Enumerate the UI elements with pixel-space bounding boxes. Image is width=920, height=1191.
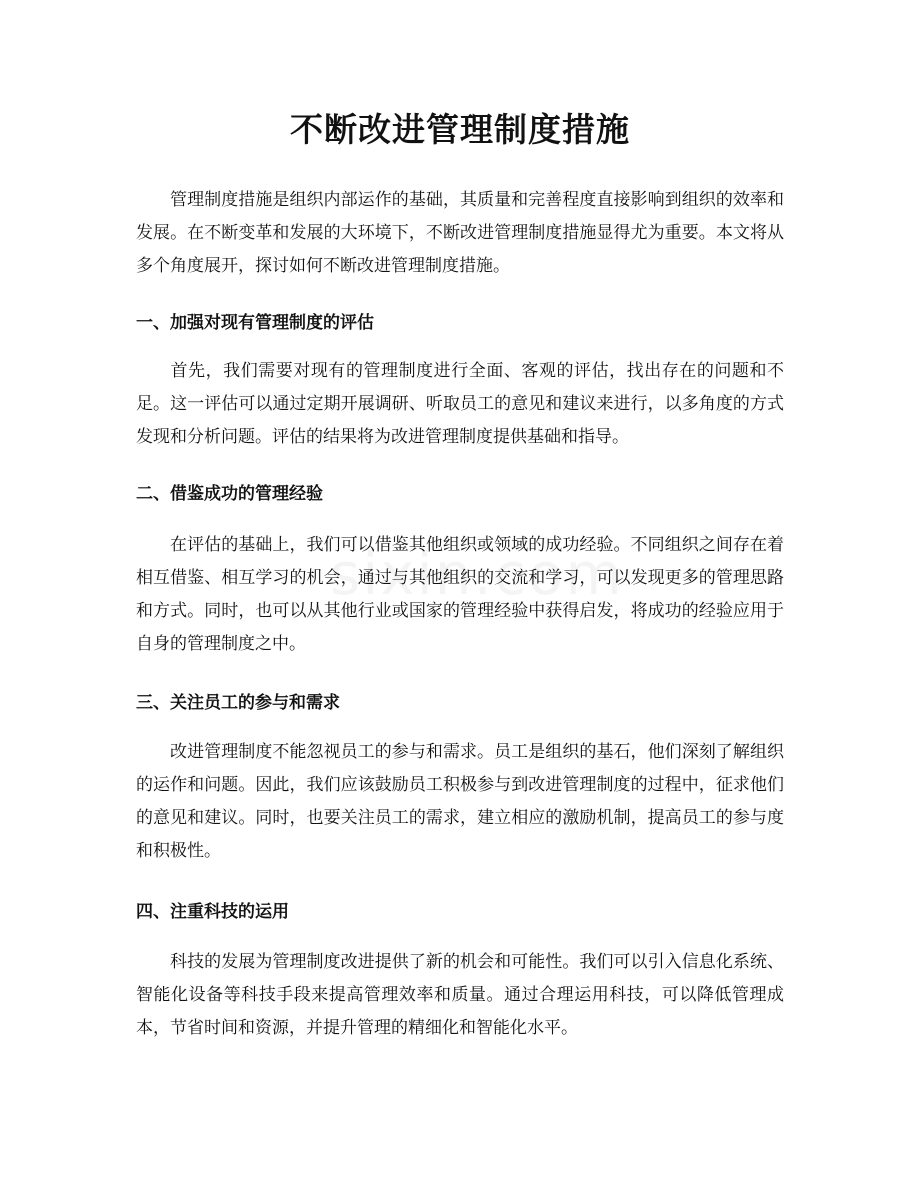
document-title: 不断改进管理制度措施 xyxy=(290,110,630,149)
section-body-4 xyxy=(136,946,784,1045)
intro-text: 管理制度措施是组织内部运作的基础，其质量和完善程度直接影响到组织的效率和发展。在不断变革和发展的大环境下，不断改进管理制度措施显得尤为重要。本文将从多个角度展开，探讨如何不断改进管理制度措施。 xyxy=(136,190,784,276)
section-body-1 xyxy=(136,355,784,454)
section-body-2 xyxy=(136,529,784,661)
section-text-3: 改进管理制度不能忽视员工的参与和需求。员工是组织的基石，他们深刻了解组织的运作和问题。因此，我们应该鼓励员工积极参与到改进管理制度的过程中，征求他们的意见和建议。同时，也要关注员工的需求，建立相应的激励机制，提高员工的参与度和积极性。 xyxy=(136,742,784,861)
section-heading-3: 三、关注员工的参与和需求 xyxy=(136,693,340,713)
section-heading-2: 二、借鉴成功的管理经验 xyxy=(136,484,323,504)
section-text-1: 首先，我们需要对现有的管理制度进行全面、客观的评估，找出存在的问题和不足。这一评估可以通过定期开展调研、听取员工的意见和建议来进行，以多角度的方式发现和分析问题。评估的结果将为改进管理制度提供基础和指导。 xyxy=(136,361,784,447)
intro-paragraph xyxy=(136,184,784,283)
section-heading-1: 一、加强对现有管理制度的评估 xyxy=(136,313,374,333)
section-text-4: 科技的发展为管理制度改进提供了新的机会和可能性。我们可以引入信息化系统、智能化设备等科技手段来提高管理效率和质量。通过合理运用科技，可以降低管理成本，节省时间和资源，并提升管理的精细化和智能化水平。 xyxy=(136,952,784,1038)
section-body-3 xyxy=(136,736,784,868)
section-heading-4: 四、注重科技的运用 xyxy=(136,902,289,922)
section-text-2: 在评估的基础上，我们可以借鉴其他组织或领域的成功经验。不同组织之间存在着相互借鉴、相互学习的机会，通过与其他组织的交流和学习，可以发现更多的管理思路和方式。同时，也可以从其他行业或国家的管理经验中获得启发，将成功的经验应用于自身的管理制度之中。 xyxy=(136,535,784,654)
